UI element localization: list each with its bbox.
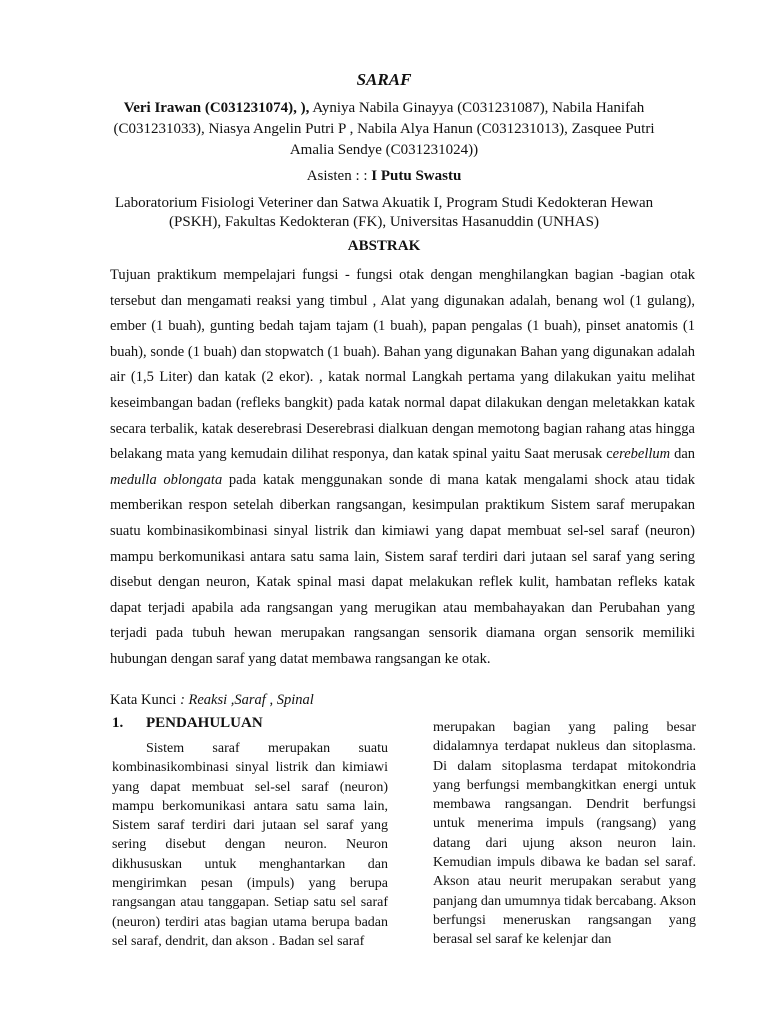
- section-number: 1.: [112, 715, 124, 731]
- section-title: PENDAHULUAN: [146, 715, 263, 731]
- abstract-text-1: Tujuan praktikum mempelajari fungsi - fungsi otak dengan menghilangkan bagian -bagian otak tersebut dan mengamati reaksi yang timbul , Alat yang digunakan adalah, benang wol (1 gulang), ember (1 buah), gunting bedah tajam tajam (1 buah), papan pengalas (1 buah), pinset anatomis (1 buah), sonde (1 buah) dan stopwatch (1 buah). Bahan yang digunakan Bahan yang digunakan adalah air (1,5 Liter) dan katak (2 ekor). , katak normal Langkah pertama yang dilakukan yaitu melihat keseimbangan badan (refleks bangkit) pada katak normal dapat dilakukan dengan meletakkan katak secara terbalik, katak deserebrasi Deserebrasi dialkuan dengan memotong bagian rahang atas hingga belakang mata yang kemudain dilihat responya, dan katak spinal yaitu Saat merusak c: [110, 267, 695, 463]
- right-column: [433, 718, 696, 950]
- left-column-text: Sistem saraf merupakan suatu kombinasikombinasi sinyal listrik dan kimiawi yang dapat membuat sel-sel saraf (neuron) mampu berkomunikasi antara satu sama lain, Sistem saraf terdiri dari jutaan sel saraf yang sering disebut dengan neuron. Neuron dikhususkan untuk menghantarkan dan mengirimkan pesan (impuls) yang berupa rangsangan atau tanggapan. Setiap satu sel saraf (neuron) terdiri atas bagian utama berupa badan sel saraf, dendrit, dan akson . Badan sel saraf: [112, 741, 388, 949]
- paper-title: SARAF: [356, 70, 412, 89]
- abstract-italic-cerebellum: erebellum: [612, 446, 671, 463]
- abstract-heading: ABSTRAK: [347, 238, 421, 254]
- section-heading: [112, 715, 388, 734]
- abstract-italic-medulla: medulla oblongata: [110, 471, 223, 488]
- keywords-label: Kata Kunci: [110, 692, 177, 708]
- keywords-line: [110, 692, 314, 709]
- lead-author: Veri Irawan (C031231074), ),: [123, 100, 310, 116]
- assistant-line: [0, 168, 768, 185]
- keywords-value: : Reaksi ,Saraf , Spinal: [176, 692, 314, 708]
- assistant-label: Asisten : :: [306, 168, 372, 184]
- assistant-name: I Putu Swastu: [371, 168, 462, 184]
- abstract-text-3: pada katak menggunakan sonde di mana katak mengalami shock atau tidak memberikan respon setelah diberkan rangsangan, kesimpulan praktikum Sistem saraf merupakan suatu kombinasikombinasi sinyal listrik dan kimiawi yang dapat membuat sel-sel saraf (neuron) mampu berkomunikasi antara satu sama lain, Sistem saraf terdiri dari jutaan sel saraf yang sering disebut dengan neuron, Katak spinal masi dapat melakukan reflek kulit, hambatan refleks katak dapat terjadi apabila ada rangsangan yang merugikan atau membahayakan dan Perubahan yang terjadi pada tubuh hewan merupakan rangsangan sensorik diamana organ sensorik memiliki hubungan dengan saraf yang datat membawa rangsangan ke otak.: [110, 471, 695, 667]
- abstract-text-2: dan: [670, 446, 696, 463]
- co-authors: Ayniya Nabila Ginayya (C031231087), Nabila Hanifah (C031231033), Niasya Angelin Putri P , Nabila Alya Hanun (C031231013), Zasquee Putri Amalia Sendye (C031231024)): [113, 100, 655, 158]
- author-list: [112, 98, 656, 161]
- abstract-body: [110, 263, 695, 673]
- right-column-text: merupakan bagian yang paling besar didalamnya terdapat nukleus dan sitoplasma. Di dalam sitoplasma terdapat mitokondria yang berfungsi membangkitkan energi untuk membawa rangsangan. Dendrit berfungsi untuk menerima impuls (rangsang) yang datang dari ujung akson neuron lain. Kemudian impuls dibawa ke badan sel saraf. Akson atau neurit merupakan serabut yang panjang dan umumnya tidak bercabang. Akson berfungsi meneruskan rangsangan yang berasal sel saraf ke kelenjar dan: [433, 720, 696, 948]
- left-column: [112, 715, 388, 951]
- affiliation: Laboratorium Fisiologi Veteriner dan Satwa Akuatik I, Program Studi Kedokteran Hewan (PSKH), Fakultas Kedokteran (FK), Universitas Hasanuddin (UNHAS): [114, 195, 654, 230]
